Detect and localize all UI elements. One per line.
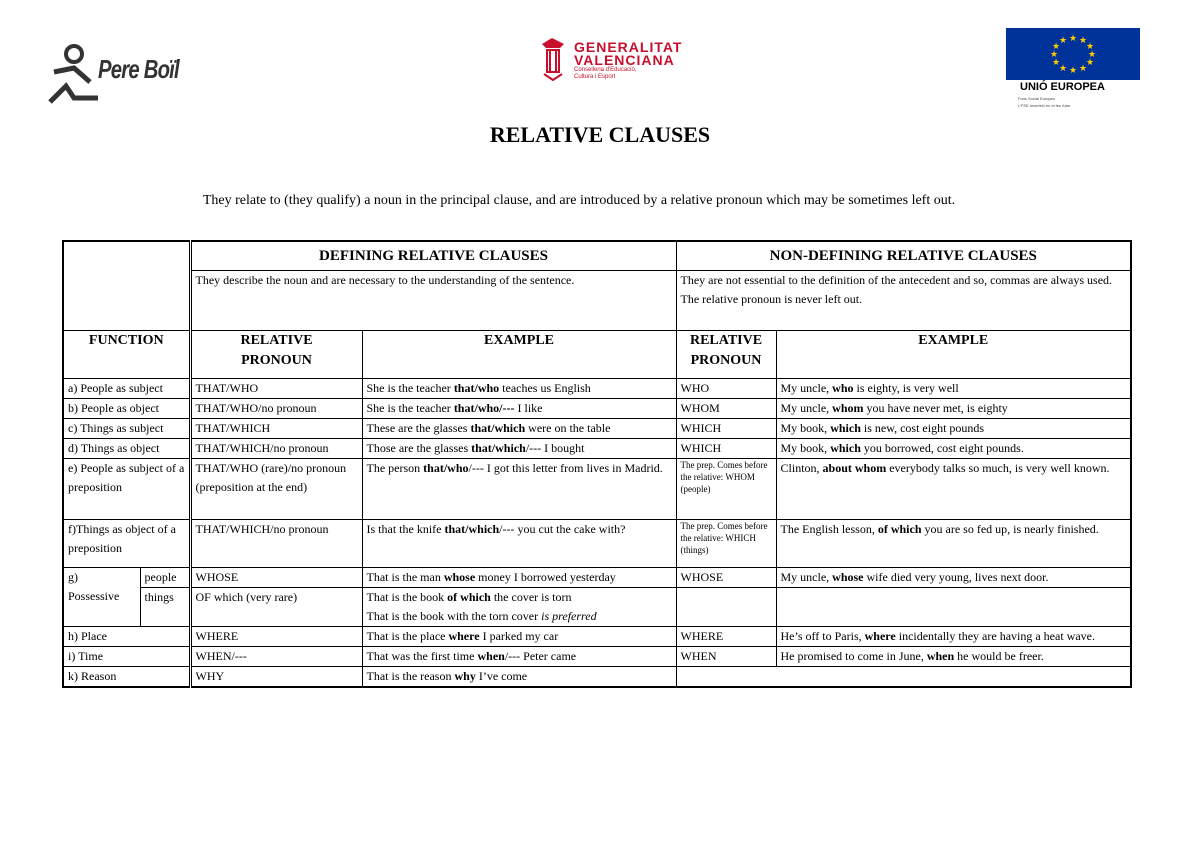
- nondefining-title: NON-DEFINING RELATIVE CLAUSES: [676, 241, 1131, 270]
- example-cell: That was the first time when/--- Peter came: [362, 646, 676, 666]
- example-line: That is the book of which the cover is torn: [366, 589, 572, 604]
- table-row: [63, 418, 1131, 438]
- header-pronoun: PRONOUN: [690, 352, 762, 368]
- svg-text:★: ★: [1058, 64, 1068, 74]
- logo-mid-line4: Cultura i Esport: [574, 74, 616, 80]
- function-cell: d) Things as object: [63, 438, 190, 458]
- empty-cell: [676, 666, 1131, 687]
- svg-text:★: ★: [1068, 66, 1078, 76]
- example-cell: Is that the knife that/which/--- you cut the cake with?: [362, 519, 676, 567]
- example-cell: She is the teacher that/who teaches us English: [362, 378, 676, 398]
- example-cell: That is the place where I parked my car: [362, 626, 676, 646]
- pronoun-cell: WHICH: [676, 418, 776, 438]
- pronoun-cell: THAT/WHICH/no pronoun: [190, 519, 362, 567]
- logo-mid-line3: Conselleria d'Educació,: [574, 67, 637, 73]
- pronoun-cell: THAT/WHO/no pronoun: [190, 398, 362, 418]
- header-relative: RELATIVE: [689, 332, 763, 348]
- pronoun-cell: WHOSE: [676, 567, 776, 587]
- example-line: That is the book with the torn cover is preferred: [366, 608, 597, 623]
- example-cell: My uncle, whom you have never met, is eighty: [776, 398, 1131, 418]
- nondefining-example-header: EXAMPLE: [776, 330, 1131, 378]
- svg-text:★: ★: [1085, 58, 1095, 68]
- function-cell: k) Reason: [63, 666, 190, 687]
- function-cell: c) Things as subject: [63, 418, 190, 438]
- function-cell: b) People as object: [63, 398, 190, 418]
- logo-mid-line2: VALENCIANA: [574, 52, 675, 68]
- table-row: [63, 438, 1131, 458]
- header-pronoun: PRONOUN: [241, 352, 312, 368]
- function-cell: f)Things as object of a preposition: [63, 519, 190, 567]
- function-cell: e) People as subject of a preposition: [63, 458, 190, 519]
- logo-right-text: UNIÓ EUROPEA: [1020, 81, 1105, 93]
- empty-corner-cell: [63, 241, 190, 330]
- nondefining-desc-1: They are not essential to the definition of the antecedent and so, commas are always used.: [680, 272, 1113, 287]
- relative-clauses-table: [62, 240, 1132, 688]
- intro-text: They relate to (they qualify) a noun in the principal clause, and are introduced by a relative pronoun which may be sometimes left out.: [202, 193, 956, 208]
- people-subcell: people: [140, 567, 190, 587]
- column-header-row: [63, 330, 1131, 378]
- empty-cell: [676, 587, 776, 626]
- table-row: [63, 646, 1131, 666]
- pronoun-cell: WHEN/---: [190, 646, 362, 666]
- svg-text:★: ★: [1087, 50, 1097, 60]
- logo-right-sub2: L'FSE inverteix en el teu futur: [1018, 103, 1071, 108]
- pronoun-cell: THAT/WHICH: [190, 418, 362, 438]
- svg-text:★: ★: [1068, 34, 1078, 44]
- example-cell: These are the glasses that/which were on the table: [362, 418, 676, 438]
- pronoun-cell: WHOM: [676, 398, 776, 418]
- svg-text:★: ★: [1051, 42, 1061, 52]
- table-title-row: [63, 241, 1131, 270]
- table-row: [63, 378, 1131, 398]
- example-cell: Those are the glasses that/which/--- I bought: [362, 438, 676, 458]
- nondefining-desc: [676, 270, 1131, 330]
- defining-pronoun-header: [190, 330, 362, 378]
- pronoun-cell: WHICH: [676, 438, 776, 458]
- generalitat-crest-icon: [538, 34, 568, 82]
- example-cell: The English lesson, of which you are so fed up, is nearly finished.: [776, 519, 1131, 567]
- logo-mid-line1: GENERALITAT: [574, 39, 683, 55]
- pronoun-cell: WHO: [676, 378, 776, 398]
- example-cell: My uncle, who is eighty, is very well: [776, 378, 1131, 398]
- logo-right-sub1: Fons Social Europeu: [1018, 96, 1056, 101]
- example-cell: [362, 587, 676, 626]
- table-row: [63, 398, 1131, 418]
- example-cell: She is the teacher that/who/--- I like: [362, 398, 676, 418]
- pronoun-cell: OF which (very rare): [190, 587, 362, 626]
- things-subcell: things: [140, 587, 190, 626]
- header-relative: RELATIVE: [240, 332, 313, 348]
- defining-title: DEFINING RELATIVE CLAUSES: [190, 241, 676, 270]
- empty-cell: [776, 587, 1131, 626]
- possessive-label-2: Possessive: [68, 588, 120, 603]
- pronoun-cell: The prep. Comes before the relative: WHICH (things): [676, 519, 776, 567]
- table-row: [63, 626, 1131, 646]
- logo-mid-subtitle: [574, 67, 637, 81]
- table-row: [63, 519, 1131, 567]
- function-cell: i) Time: [63, 646, 190, 666]
- pronoun-cell: WHERE: [190, 626, 362, 646]
- svg-text:★: ★: [1058, 36, 1068, 46]
- generalitat-logo: [538, 34, 718, 84]
- pronoun-cell: THAT/WHO (rare)/no pronoun (preposition at the end): [190, 458, 362, 519]
- logo-left-text: Pere Boïl: [98, 54, 179, 84]
- pronoun-cell: WHY: [190, 666, 362, 687]
- pere-boil-logo: [46, 42, 179, 108]
- example-cell: My book, which is new, cost eight pounds: [776, 418, 1131, 438]
- pronoun-cell: WHEN: [676, 646, 776, 666]
- svg-text:★: ★: [1051, 58, 1061, 68]
- nondefining-pronoun-header: [676, 330, 776, 378]
- pronoun-cell: WHERE: [676, 626, 776, 646]
- page-title: RELATIVE CLAUSES: [489, 122, 711, 147]
- pere-boil-figure-icon: [46, 42, 102, 108]
- function-header: FUNCTION: [63, 330, 190, 378]
- eu-flag-icon: [1006, 28, 1140, 80]
- function-cell: h) Place: [63, 626, 190, 646]
- example-cell: He’s off to Paris, where incidentally they are having a heat wave.: [776, 626, 1131, 646]
- possessive-function-cell: [63, 567, 140, 626]
- svg-text:★: ★: [1085, 42, 1095, 52]
- table-row: [63, 666, 1131, 687]
- pronoun-cell: The prep. Comes before the relative: WHOM (people): [676, 458, 776, 519]
- pronoun-cell: THAT/WHO: [190, 378, 362, 398]
- example-cell: My uncle, whose wife died very young, lives next door.: [776, 567, 1131, 587]
- table-row: [63, 587, 1131, 626]
- defining-desc: They describe the noun and are necessary to the understanding of the sentence.: [190, 270, 676, 330]
- pronoun-cell: THAT/WHICH/no pronoun: [190, 438, 362, 458]
- table-row: [63, 458, 1131, 519]
- example-cell: The person that/who/--- I got this letter from lives in Madrid.: [362, 458, 676, 519]
- eu-logo: [1006, 28, 1140, 122]
- example-cell: My book, which you borrowed, cost eight pounds.: [776, 438, 1131, 458]
- table-row: [63, 567, 1131, 587]
- svg-text:★: ★: [1078, 36, 1088, 46]
- pronoun-cell: WHOSE: [190, 567, 362, 587]
- example-cell: He promised to come in June, when he would be freer.: [776, 646, 1131, 666]
- nondefining-desc-2: The relative pronoun is never left out.: [680, 291, 863, 306]
- table-desc-row: [63, 270, 1131, 330]
- svg-text:★: ★: [1049, 50, 1059, 60]
- svg-text:★: ★: [1078, 64, 1088, 74]
- example-cell: Clinton, about whom everybody talks so much, is very well known.: [776, 458, 1131, 519]
- possessive-label-1: g): [68, 569, 78, 584]
- example-cell: That is the man whose money I borrowed yesterday: [362, 567, 676, 587]
- function-cell: a) People as subject: [63, 378, 190, 398]
- example-cell: That is the reason why I’ve come: [362, 666, 676, 687]
- defining-example-header: EXAMPLE: [362, 330, 676, 378]
